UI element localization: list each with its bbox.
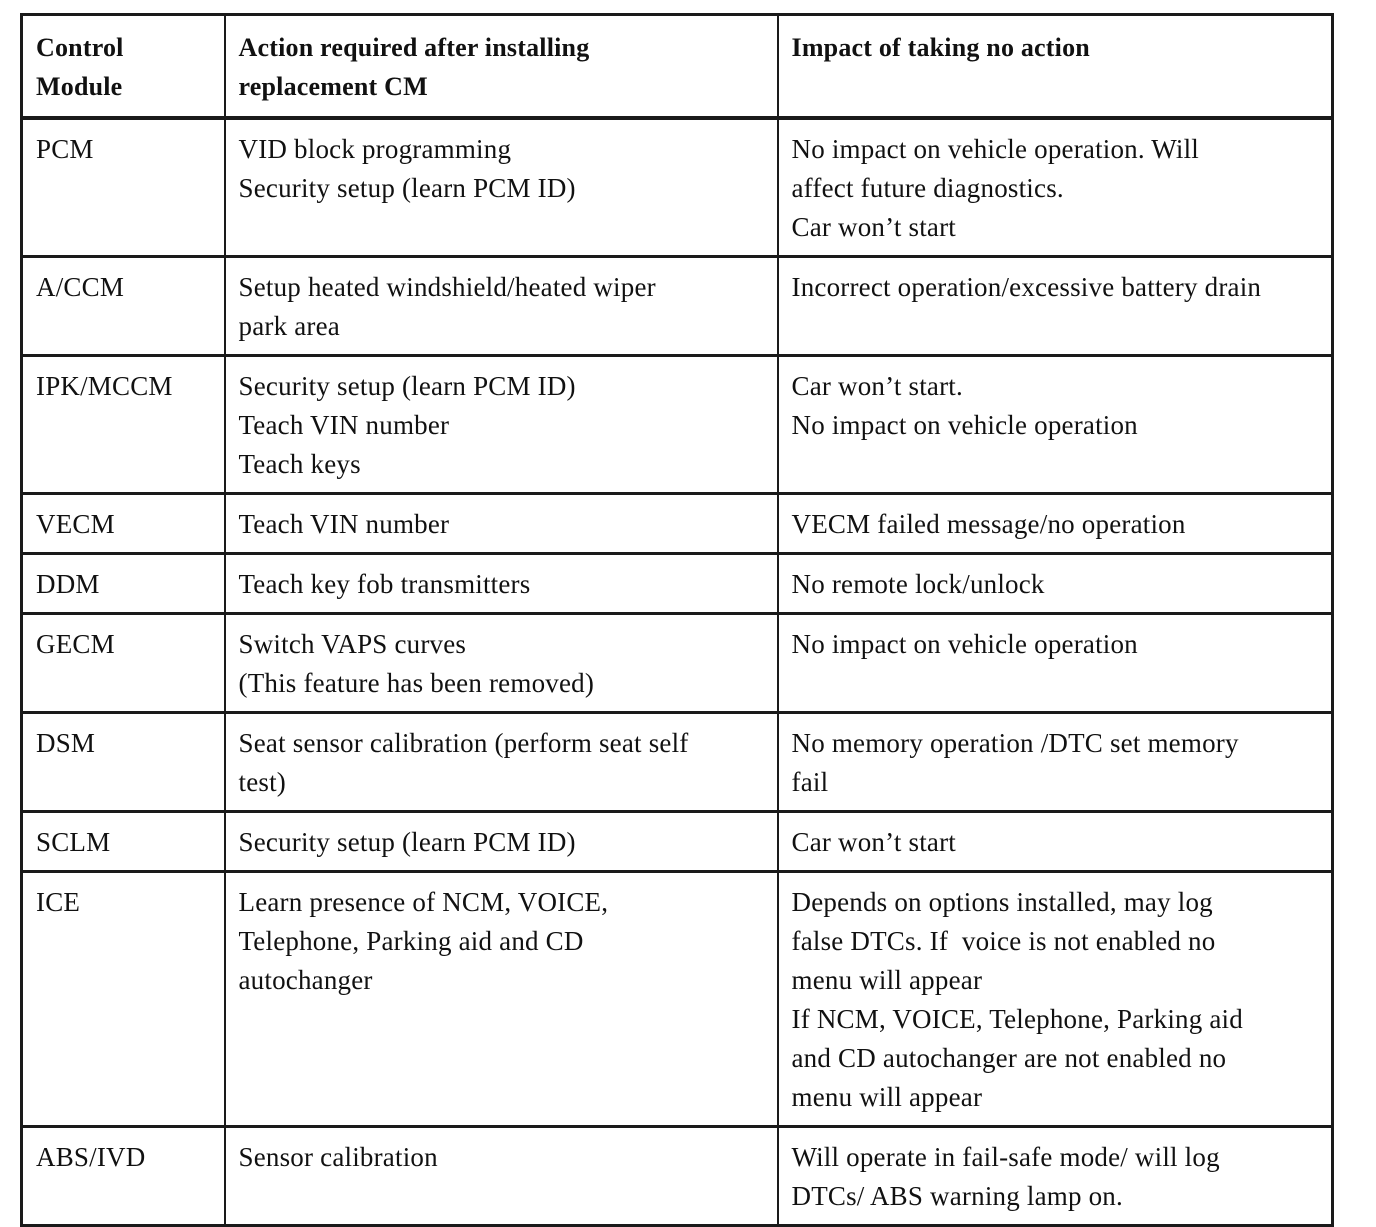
action-text-line: Sensor calibration [238,1142,438,1172]
table-row [22,494,1333,554]
cell-action-required [225,554,778,614]
action-text-line: Setup heated windshield/heated wiper [238,272,656,302]
cell-control-module [22,118,225,257]
cell-action-required [225,812,778,872]
impact-text-line: VECM failed message/no operation [791,509,1186,539]
action-text-line: autochanger [238,965,373,995]
action-text-line: Teach VIN number [238,509,450,539]
cell-impact [778,494,1333,554]
table-row [22,257,1333,356]
cell-impact [778,614,1333,713]
impact-text-line: affect future diagnostics. [791,173,1064,203]
cell-control-module [22,1127,225,1226]
impact-text-line: No memory operation /DTC set memory [791,728,1239,758]
cell-control-module [22,257,225,356]
cell-action-required [225,494,778,554]
table-row [22,1127,1333,1226]
cell-control-module [22,713,225,812]
cell-control-module [22,872,225,1127]
cell-control-module [22,812,225,872]
header-control-module [22,15,225,119]
table-row [22,713,1333,812]
impact-text-line: No remote lock/unlock [791,569,1045,599]
action-text-line: Telephone, Parking aid and CD [238,926,584,956]
impact-text-line: DTCs/ ABS warning lamp on. [791,1181,1123,1211]
impact-text-line: and CD autochanger are not enabled no [791,1043,1227,1073]
cell-impact [778,554,1333,614]
module-name: IPK/MCCM [36,371,173,401]
module-name: GECM [36,629,115,659]
module-name: VECM [36,509,115,539]
header-text-line: Control [36,33,124,62]
action-text-line: Security setup (learn PCM ID) [238,827,576,857]
header-text-line: Action required after installing [238,33,590,62]
table-row [22,614,1333,713]
module-name: SCLM [36,827,111,857]
impact-text-line: Car won’t start [791,212,956,242]
action-text-line: Teach VIN number [238,410,450,440]
action-text-line: Security setup (learn PCM ID) [238,173,576,203]
cell-impact [778,1127,1333,1226]
table-header [22,15,1333,119]
cell-action-required [225,1127,778,1226]
action-text-line: Security setup (learn PCM ID) [238,371,576,401]
header-impact [778,15,1333,119]
impact-text-line: menu will appear [791,965,983,995]
cell-action-required [225,257,778,356]
action-text-line: park area [238,311,340,341]
impact-text-line: false DTCs. If voice is not enabled no [791,926,1216,956]
action-text-line: (This feature has been removed) [238,668,595,698]
table-row [22,872,1333,1127]
table-row [22,554,1333,614]
impact-text-line: Depends on options installed, may log [791,887,1213,917]
impact-text-line: Incorrect operation/excessive battery drain [791,272,1262,302]
cell-control-module [22,614,225,713]
cell-control-module [22,356,225,494]
cell-action-required [225,356,778,494]
action-text-line: Learn presence of NCM, VOICE, [238,887,609,917]
cell-control-module [22,494,225,554]
cell-impact [778,257,1333,356]
action-text-line: Teach key fob transmitters [238,569,531,599]
action-text-line: test) [238,767,286,797]
cell-impact [778,713,1333,812]
cell-impact [778,356,1333,494]
action-text-line: Switch VAPS curves [238,629,467,659]
header-text-line: Module [36,72,123,101]
table-row [22,356,1333,494]
header-action-required [225,15,778,119]
module-name: DSM [36,728,96,758]
cell-action-required [225,713,778,812]
table-body [22,118,1333,1226]
impact-text-line: No impact on vehicle operation [791,629,1138,659]
header-text-line: replacement CM [238,72,428,101]
cell-control-module [22,554,225,614]
module-name: ICE [36,887,81,917]
impact-text-line: menu will appear [791,1082,983,1112]
cell-impact [778,812,1333,872]
table-row [22,812,1333,872]
impact-text-line: Car won’t start [791,827,956,857]
table-row [22,118,1333,257]
action-text-line: Teach keys [238,449,361,479]
cell-action-required [225,872,778,1127]
module-name: DDM [36,569,100,599]
header-text-line: Impact of taking no action [791,33,1090,62]
cell-impact [778,118,1333,257]
module-name: ABS/IVD [36,1142,146,1172]
impact-text-line: Car won’t start. [791,371,963,401]
impact-text-line: Will operate in fail-safe mode/ will log [791,1142,1220,1172]
action-text-line: Seat sensor calibration (perform seat self [238,728,689,758]
impact-text-line: fail [791,767,829,797]
action-text-line: VID block programming [238,134,512,164]
impact-text-line: If NCM, VOICE, Telephone, Parking aid [791,1004,1243,1034]
cell-impact [778,872,1333,1127]
module-name: PCM [36,134,94,164]
cell-action-required [225,118,778,257]
header-row [22,15,1333,119]
cell-action-required [225,614,778,713]
impact-text-line: No impact on vehicle operation. Will [791,134,1200,164]
impact-text-line: No impact on vehicle operation [791,410,1138,440]
control-module-table [20,13,1334,1227]
module-name: A/CCM [36,272,125,302]
